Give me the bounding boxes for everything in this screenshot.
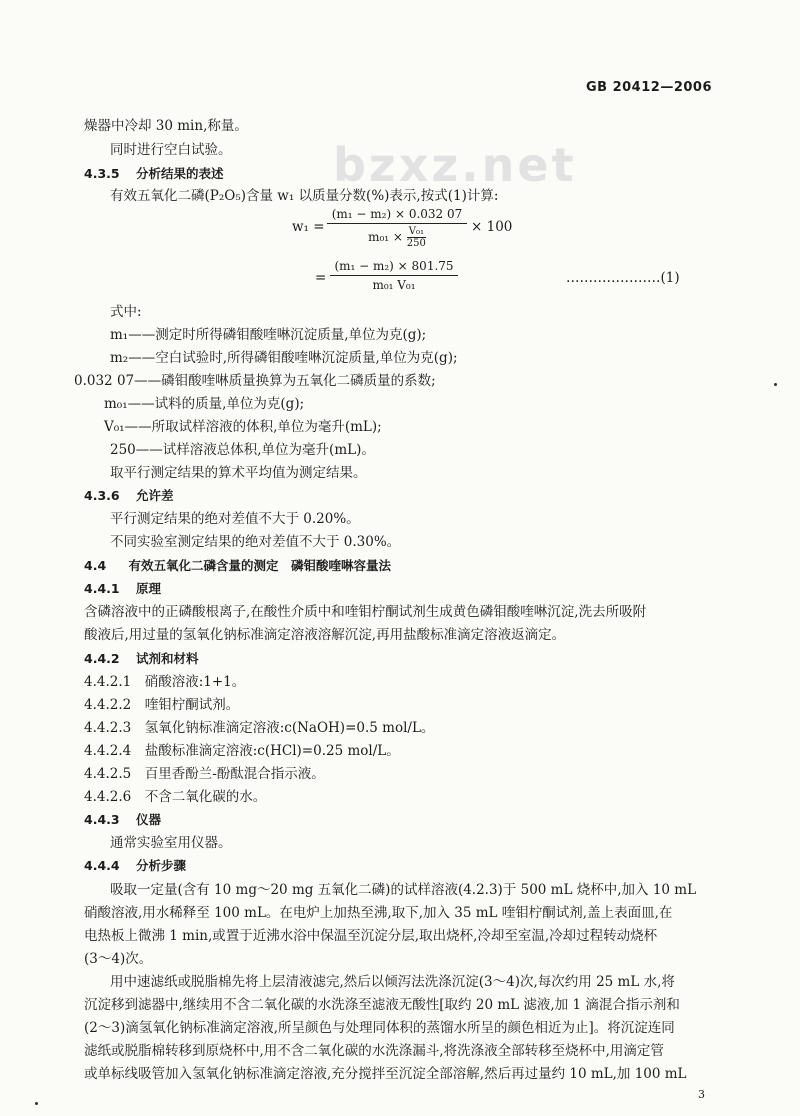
reagent-item: 4.4.2.2 喹钼柠酮试剂。: [84, 697, 240, 713]
text-line: 有效五氧化二磷(P₂O₅)含量 w₁ 以质量分数(%)表示,按式(1)计算:: [110, 188, 499, 204]
section-4-3-5: [84, 165, 223, 183]
formula-numerator: (m₁ − m₂) × 801.75: [330, 259, 458, 276]
scan-speck: [774, 383, 777, 386]
reagent-item: 4.4.2.5 百里香酚兰-酚酞混合指示液。: [84, 766, 325, 782]
section-4-3-6: [84, 487, 173, 505]
volume-ratio: [407, 226, 426, 249]
paragraph-line: 滤纸或脱脂棉转移到原烧杯中,用不含二氧化碳的水洗涤漏斗,将洗涤液全部转移至烧杯中,用滴定管: [84, 1043, 664, 1059]
definition-v01: V₀₁——所取试样溶液的体积,单位为毫升(mL);: [104, 419, 382, 435]
formula-label: …………………(1): [566, 270, 680, 286]
formula-equals: =: [315, 270, 327, 286]
volume-ratio-denominator: 250: [406, 238, 426, 249]
paragraph-line: 酸液后,用过量的氢氧化钠标准滴定溶液溶解沉淀,再用盐酸标准滴定溶液返滴定。: [84, 627, 566, 643]
reagent-item: 4.4.2.4 盐酸标准滴定溶液:c(HCl)=0.25 mol/L。: [84, 743, 400, 759]
section-title: 试剂和材料: [135, 651, 199, 666]
reagent-item: 4.4.2.3 氢氧化钠标准滴定溶液:c(NaOH)=0.5 mol/L。: [84, 720, 435, 736]
paragraph-line: 电热板上微沸 1 min,或置于近沸水浴中保温至沉淀分层,取出烧杯,冷却至室温,冷却过程转动烧杯: [84, 928, 658, 944]
section-title: 有效五氧化二磷含量的测定 磷钼酸喹啉容量法: [128, 558, 392, 573]
text-line: 式中:: [110, 304, 142, 320]
page-number: 3: [698, 1088, 705, 1101]
section-title: 分析结果的表述: [135, 166, 224, 181]
section-number: 4.4.1: [84, 581, 120, 596]
definition-m01: m₀₁——试料的质量,单位为克(g);: [104, 396, 305, 412]
definition-m2: m₂——空白试验时,所得磷钼酸喹啉沉淀质量,单位为克(g);: [110, 350, 458, 366]
section-4-4-1: [84, 580, 161, 598]
formula-multiplier: × 100: [471, 219, 513, 235]
formula-lhs: w₁ =: [292, 219, 325, 235]
volume-ratio-numerator: V₀₁: [408, 226, 424, 237]
section-title: 允许差: [135, 488, 174, 503]
section-4-4-4: [84, 857, 186, 875]
section-4-4: [84, 557, 391, 575]
standard-number: GB 20412—2006: [585, 80, 712, 95]
formula-denominator: [327, 224, 467, 249]
paragraph-line: 硝酸溶液,用水稀释至 100 mL。在电炉上加热至沸,取下,加入 35 mL 喹钼柠酮试剂,盖上表面皿,在: [84, 905, 673, 921]
section-number: 4.4.2: [84, 651, 120, 666]
section-title: 分析步骤: [135, 858, 186, 873]
paragraph-line: 含磷溶液中的正磷酸根离子,在酸性介质中和喹钼柠酮试剂生成黄色磷钼酸喹啉沉淀,洗去所吸附: [84, 604, 647, 620]
paragraph-line: (2～3)滴氢氧化钠标准滴定溶液,所呈颜色与处理同体积的蒸馏水所呈的颜色相近为止]。将沉淀连同: [84, 1020, 675, 1036]
section-number: 4.4: [84, 558, 107, 573]
definition-coefficient: 0.032 07——磷钼酸喹啉质量换算为五氧化二磷质量的系数;: [74, 373, 436, 389]
formula-numerator: (m₁ − m₂) × 0.032 07: [327, 207, 467, 224]
text-line: 燥器中冷却 30 min,称量。: [84, 118, 248, 134]
section-number: 4.3.6: [84, 488, 120, 503]
formula-fraction-2: [330, 259, 458, 292]
text-line: 平行测定结果的绝对差值不大于 0.20%。: [110, 511, 360, 527]
reagent-item: 4.4.2.6 不含二氧化碳的水。: [84, 789, 267, 805]
scan-speck: [35, 1102, 38, 1105]
watermark-text: bzxz.net: [333, 138, 577, 192]
text-line: 通常实验室用仪器。: [110, 835, 232, 851]
paragraph-line: 沉淀移到滤器中,继续用不含二氧化碳的水洗涤至滤液无酸性[取约 20 mL 滤液,加 1 滴混合指示剂和: [84, 997, 680, 1013]
formula-fraction-1: [327, 207, 467, 249]
definition-m1: m₁——测定时所得磷钼酸喹啉沉淀质量,单位为克(g);: [110, 327, 427, 343]
definition-250: 250——试样溶液总体积,单位为毫升(mL)。: [110, 442, 375, 458]
formula-denominator: m₀₁ V₀₁: [372, 278, 416, 292]
paragraph-line: 或单标线吸管加入氢氧化钠标准滴定溶液,充分搅拌至沉淀全部溶解,然后再过量约 10 mL,加 100 mL: [84, 1066, 687, 1082]
section-title: 原理: [135, 581, 161, 596]
paragraph-line: 用中速滤纸或脱脂棉先将上层清液滤完,然后以倾泻法洗涤沉淀(3～4)次,每次约用 25 mL 水,将: [110, 974, 675, 990]
text-line: 不同实验室测定结果的绝对差值不大于 0.30%。: [110, 534, 401, 550]
section-4-4-3: [84, 811, 161, 829]
formula-denominator-mass: m₀₁ ×: [368, 230, 403, 244]
reagent-item: 4.4.2.1 硝酸溶液:1+1。: [84, 674, 246, 690]
text-line: 同时进行空白试验。: [110, 142, 232, 158]
section-title: 仪器: [135, 812, 161, 827]
section-number: 4.4.4: [84, 858, 120, 873]
section-4-4-2: [84, 650, 198, 668]
paragraph-line: 吸取一定量(含有 10 mg～20 mg 五氧化二磷)的试样溶液(4.2.3)于 500 mL 烧杯中,加入 10 mL: [110, 882, 697, 898]
text-line: 取平行测定结果的算术平均值为测定结果。: [110, 465, 367, 481]
section-number: 4.4.3: [84, 812, 120, 827]
paragraph-line: (3～4)次。: [84, 951, 153, 967]
section-number: 4.3.5: [84, 166, 120, 181]
